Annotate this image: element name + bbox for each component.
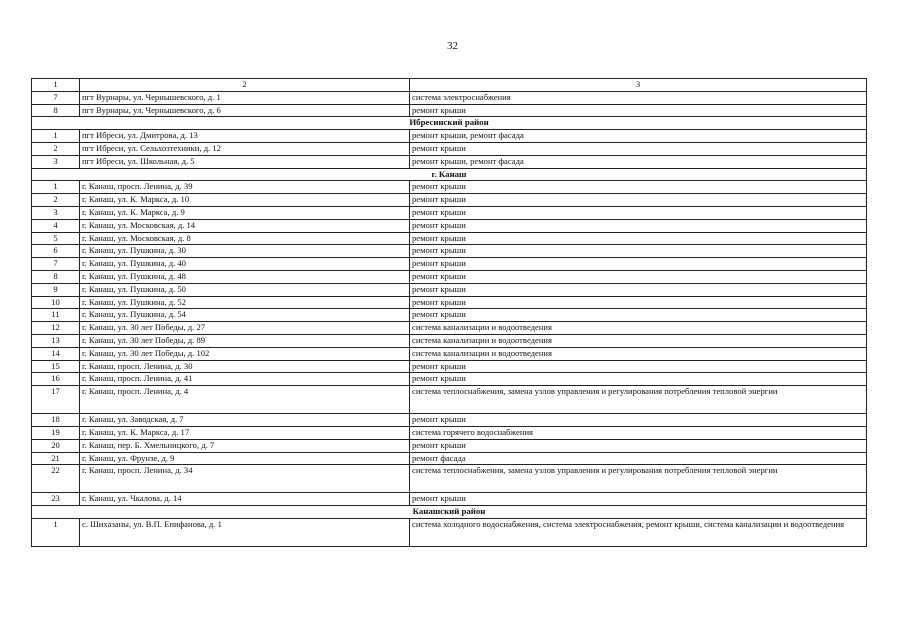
- section-header-row: [32, 117, 867, 130]
- work-type-cell: ремонт крыши: [410, 104, 867, 117]
- address-cell: г. Канаш, ул. Чкалова, д. 14: [80, 493, 410, 506]
- table-row: [32, 155, 867, 168]
- work-type-cell: ремонт крыши, ремонт фасада: [410, 130, 867, 143]
- table-row: [32, 518, 867, 546]
- table-row: [32, 130, 867, 143]
- work-type-cell: ремонт крыши: [410, 360, 867, 373]
- work-type-cell: система теплоснабжения, замена узлов управления и регулирования потребления тепловой энергии: [410, 465, 867, 493]
- table-row: [32, 258, 867, 271]
- row-number-cell: 22: [32, 465, 80, 493]
- table-row: [32, 465, 867, 493]
- work-type-cell: ремонт крыши: [410, 414, 867, 427]
- address-cell: г. Канаш, ул. Пушкина, д. 50: [80, 283, 410, 296]
- work-type-cell: ремонт крыши, ремонт фасада: [410, 155, 867, 168]
- address-cell: г. Канаш, просп. Ленина, д. 39: [80, 181, 410, 194]
- address-cell: с. Шихазаны, ул. В.П. Епифанова, д. 1: [80, 518, 410, 546]
- row-number-cell: 13: [32, 334, 80, 347]
- address-cell: г. Канаш, просп. Ленина, д. 41: [80, 373, 410, 386]
- table-body: [32, 79, 867, 547]
- address-cell: г. Канаш, ул. 30 лет Победы, д. 102: [80, 347, 410, 360]
- row-number-cell: 21: [32, 452, 80, 465]
- row-number-cell: 14: [32, 347, 80, 360]
- row-number-cell: 16: [32, 373, 80, 386]
- table-row: [32, 347, 867, 360]
- address-cell: г. Канаш, пер. Б. Хмельницкого, д. 7: [80, 439, 410, 452]
- table-row: [32, 245, 867, 258]
- address-cell: г. Канаш, ул. 30 лет Победы, д. 89: [80, 334, 410, 347]
- section-title: г. Канаш: [32, 168, 867, 181]
- address-cell: г. Канаш, ул. Пушкина, д. 30: [80, 245, 410, 258]
- address-cell: г. Канаш, ул. Пушкина, д. 48: [80, 270, 410, 283]
- address-cell: г. Канаш, ул. 30 лет Победы, д. 27: [80, 322, 410, 335]
- row-number-cell: 19: [32, 426, 80, 439]
- row-number-cell: 18: [32, 414, 80, 427]
- works-table: [31, 78, 867, 547]
- table-row: [32, 439, 867, 452]
- work-type-cell: система канализации и водоотведения: [410, 334, 867, 347]
- address-cell: г. Канаш, ул. К. Маркса, д. 9: [80, 206, 410, 219]
- table-row: [32, 206, 867, 219]
- row-number-cell: 3: [32, 155, 80, 168]
- table-row: [32, 414, 867, 427]
- section-header-row: [32, 168, 867, 181]
- work-type-cell: ремонт крыши: [410, 439, 867, 452]
- table-row: [32, 426, 867, 439]
- row-number-cell: 6: [32, 245, 80, 258]
- table-row: [32, 309, 867, 322]
- table-row: [32, 360, 867, 373]
- address-cell: г. Канаш, просп. Ленина, д. 4: [80, 386, 410, 414]
- column-number-2: 2: [80, 79, 410, 92]
- address-cell: пгт Ибреси, ул. Дмитрова, д. 13: [80, 130, 410, 143]
- row-number-cell: 1: [32, 181, 80, 194]
- address-cell: пгт Вурнары, ул. Чернышевского, д. 6: [80, 104, 410, 117]
- row-number-cell: 2: [32, 142, 80, 155]
- table-row: [32, 493, 867, 506]
- table-row: [32, 386, 867, 414]
- section-header-row: [32, 506, 867, 519]
- work-type-cell: ремонт крыши: [410, 142, 867, 155]
- address-cell: г. Канаш, ул. К. Маркса, д. 10: [80, 194, 410, 207]
- row-number-cell: 8: [32, 270, 80, 283]
- row-number-cell: 4: [32, 219, 80, 232]
- table-row: [32, 373, 867, 386]
- address-cell: г. Канаш, ул. Заводская, д. 7: [80, 414, 410, 427]
- table-row: [32, 91, 867, 104]
- address-cell: г. Канаш, ул. Пушкина, д. 52: [80, 296, 410, 309]
- work-type-cell: система горячего водоснабжения: [410, 426, 867, 439]
- row-number-cell: 15: [32, 360, 80, 373]
- work-type-cell: система канализации и водоотведения: [410, 322, 867, 335]
- work-type-cell: ремонт крыши: [410, 232, 867, 245]
- row-number-cell: 7: [32, 258, 80, 271]
- address-cell: г. Канаш, ул. Московская, д. 8: [80, 232, 410, 245]
- address-cell: г. Канаш, ул. К. Маркса, д. 17: [80, 426, 410, 439]
- work-type-cell: ремонт крыши: [410, 270, 867, 283]
- work-type-cell: ремонт крыши: [410, 493, 867, 506]
- row-number-cell: 10: [32, 296, 80, 309]
- column-number-1: 1: [32, 79, 80, 92]
- work-type-cell: ремонт крыши: [410, 296, 867, 309]
- address-cell: пгт Вурнары, ул. Чернышевского, д. 1: [80, 91, 410, 104]
- work-type-cell: ремонт крыши: [410, 309, 867, 322]
- work-type-cell: ремонт крыши: [410, 258, 867, 271]
- work-type-cell: ремонт крыши: [410, 194, 867, 207]
- table-row: [32, 334, 867, 347]
- row-number-cell: 9: [32, 283, 80, 296]
- row-number-cell: 2: [32, 194, 80, 207]
- address-cell: г. Канаш, просп. Ленина, д. 34: [80, 465, 410, 493]
- work-type-cell: ремонт крыши: [410, 245, 867, 258]
- work-type-cell: система канализации и водоотведения: [410, 347, 867, 360]
- row-number-cell: 5: [32, 232, 80, 245]
- table-row: [32, 283, 867, 296]
- work-type-cell: ремонт крыши: [410, 181, 867, 194]
- work-type-cell: система теплоснабжения, замена узлов управления и регулирования потребления тепловой энергии: [410, 386, 867, 414]
- row-number-cell: 1: [32, 518, 80, 546]
- work-type-cell: ремонт крыши: [410, 206, 867, 219]
- row-number-cell: 17: [32, 386, 80, 414]
- address-cell: г. Канаш, ул. Фрунзе, д. 9: [80, 452, 410, 465]
- address-cell: пгт Ибреси, ул. Школьная, д. 5: [80, 155, 410, 168]
- row-number-cell: 12: [32, 322, 80, 335]
- address-cell: пгт Ибреси, ул. Сельхозтехники, д. 12: [80, 142, 410, 155]
- row-number-cell: 8: [32, 104, 80, 117]
- row-number-cell: 7: [32, 91, 80, 104]
- table-row: [32, 219, 867, 232]
- row-number-cell: 23: [32, 493, 80, 506]
- work-type-cell: ремонт фасада: [410, 452, 867, 465]
- column-number-3: 3: [410, 79, 867, 92]
- address-cell: г. Канаш, ул. Пушкина, д. 54: [80, 309, 410, 322]
- address-cell: г. Канаш, ул. Пушкина, д. 40: [80, 258, 410, 271]
- row-number-cell: 11: [32, 309, 80, 322]
- column-number-row: [32, 79, 867, 92]
- row-number-cell: 1: [32, 130, 80, 143]
- work-type-cell: ремонт крыши: [410, 219, 867, 232]
- address-cell: г. Канаш, ул. Московская, д. 14: [80, 219, 410, 232]
- page-number: 32: [447, 40, 458, 52]
- row-number-cell: 20: [32, 439, 80, 452]
- work-type-cell: ремонт крыши: [410, 283, 867, 296]
- table-row: [32, 296, 867, 309]
- address-cell: г. Канаш, просп. Ленина, д. 30: [80, 360, 410, 373]
- table-row: [32, 270, 867, 283]
- table-row: [32, 104, 867, 117]
- table-row: [32, 452, 867, 465]
- section-title: Канашский район: [32, 506, 867, 519]
- table-row: [32, 322, 867, 335]
- work-type-cell: ремонт крыши: [410, 373, 867, 386]
- section-title: Ибресинский район: [32, 117, 867, 130]
- table-row: [32, 194, 867, 207]
- table-row: [32, 232, 867, 245]
- work-type-cell: система электроснабжения: [410, 91, 867, 104]
- table-row: [32, 142, 867, 155]
- work-type-cell: система холодного водоснабжения, система электроснабжения, ремонт крыши, система канализации и водоотведения: [410, 518, 867, 546]
- row-number-cell: 3: [32, 206, 80, 219]
- table-row: [32, 181, 867, 194]
